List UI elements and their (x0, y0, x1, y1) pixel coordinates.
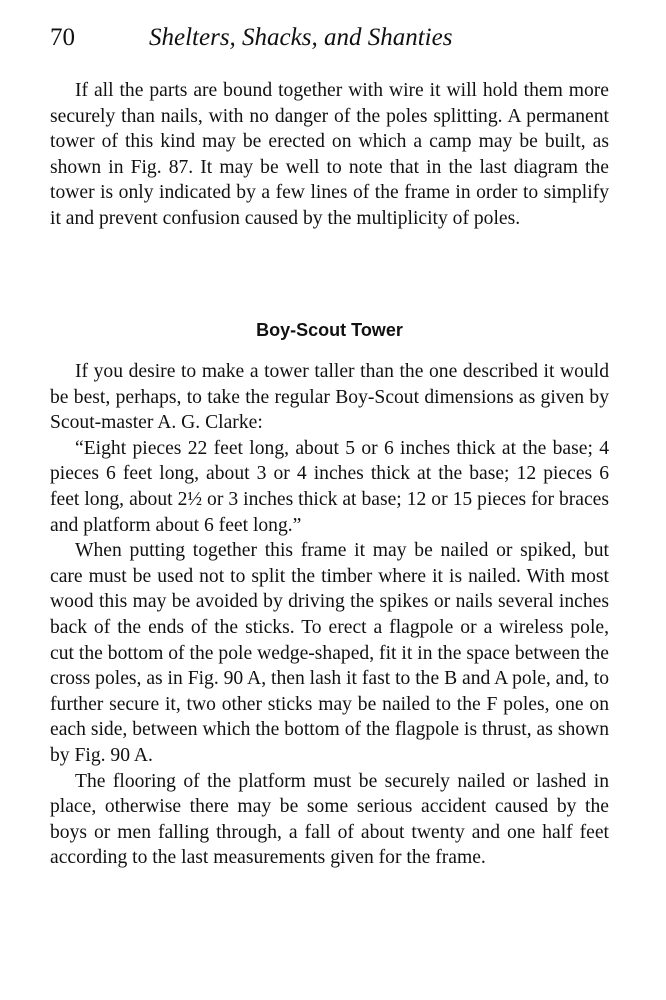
section-heading: Boy-Scout Tower (256, 320, 403, 340)
quoted-dimensions: “Eight pieces 22 feet long, about 5 or 6 inches thick at the base; 4 pieces 6 feet long, about 3 or 4 inches thick at the base; 12 pieces 6 feet long, about 2½ or 3 inches thick at base; 12 or 15 pieces for braces and platform about 6 feet long.” (50, 437, 609, 536)
section-text-block (50, 359, 609, 871)
paragraph: If you desire to make a tower taller than the one described it would be best, perhaps, to take the regular Boy-Scout dimensions as given by Scout-master A. G. Clarke: (50, 361, 609, 434)
intro-text-block (50, 78, 609, 232)
paragraph: When putting together this frame it may be nailed or spiked, but care must be used not to split the timber where it is nailed. With most wood this may be avoided by driving the spikes or nails several inches back of the ends of the sticks. To erect a flagpole or a wireless pole, cut the bottom of the pole wedge-shaped, fit it in the space between the cross poles, as in Fig. 90 A, then lash it fast to the B and A pole, and, to further secure it, two other sticks may be nailed to the F poles, one on each side, between which the bottom of the flagpole is thrust, as shown by Fig. 90 A. (50, 540, 609, 766)
paragraph: The flooring of the platform must be securely nailed or lashed in place, otherwise there may be some serious accident caused by the boys or men falling through, a fall of about twenty and one half feet according to the last measurements given for the frame. (50, 770, 609, 869)
paragraph: If all the parts are bound together with wire it will hold them more securely than nails, with no danger of the poles splitting. A permanent tower of this kind may be erected on which a camp may be built, as shown in Fig. 87. It may be well to note that in the last diagram the tower is only indicated by a few lines of the frame in order to simplify it and prevent confusion caused by the multiplicity of poles. (50, 80, 609, 229)
running-header (50, 24, 610, 58)
running-title: Shelters, Shacks, and Shanties (149, 24, 453, 51)
page-number: 70 (50, 24, 75, 51)
